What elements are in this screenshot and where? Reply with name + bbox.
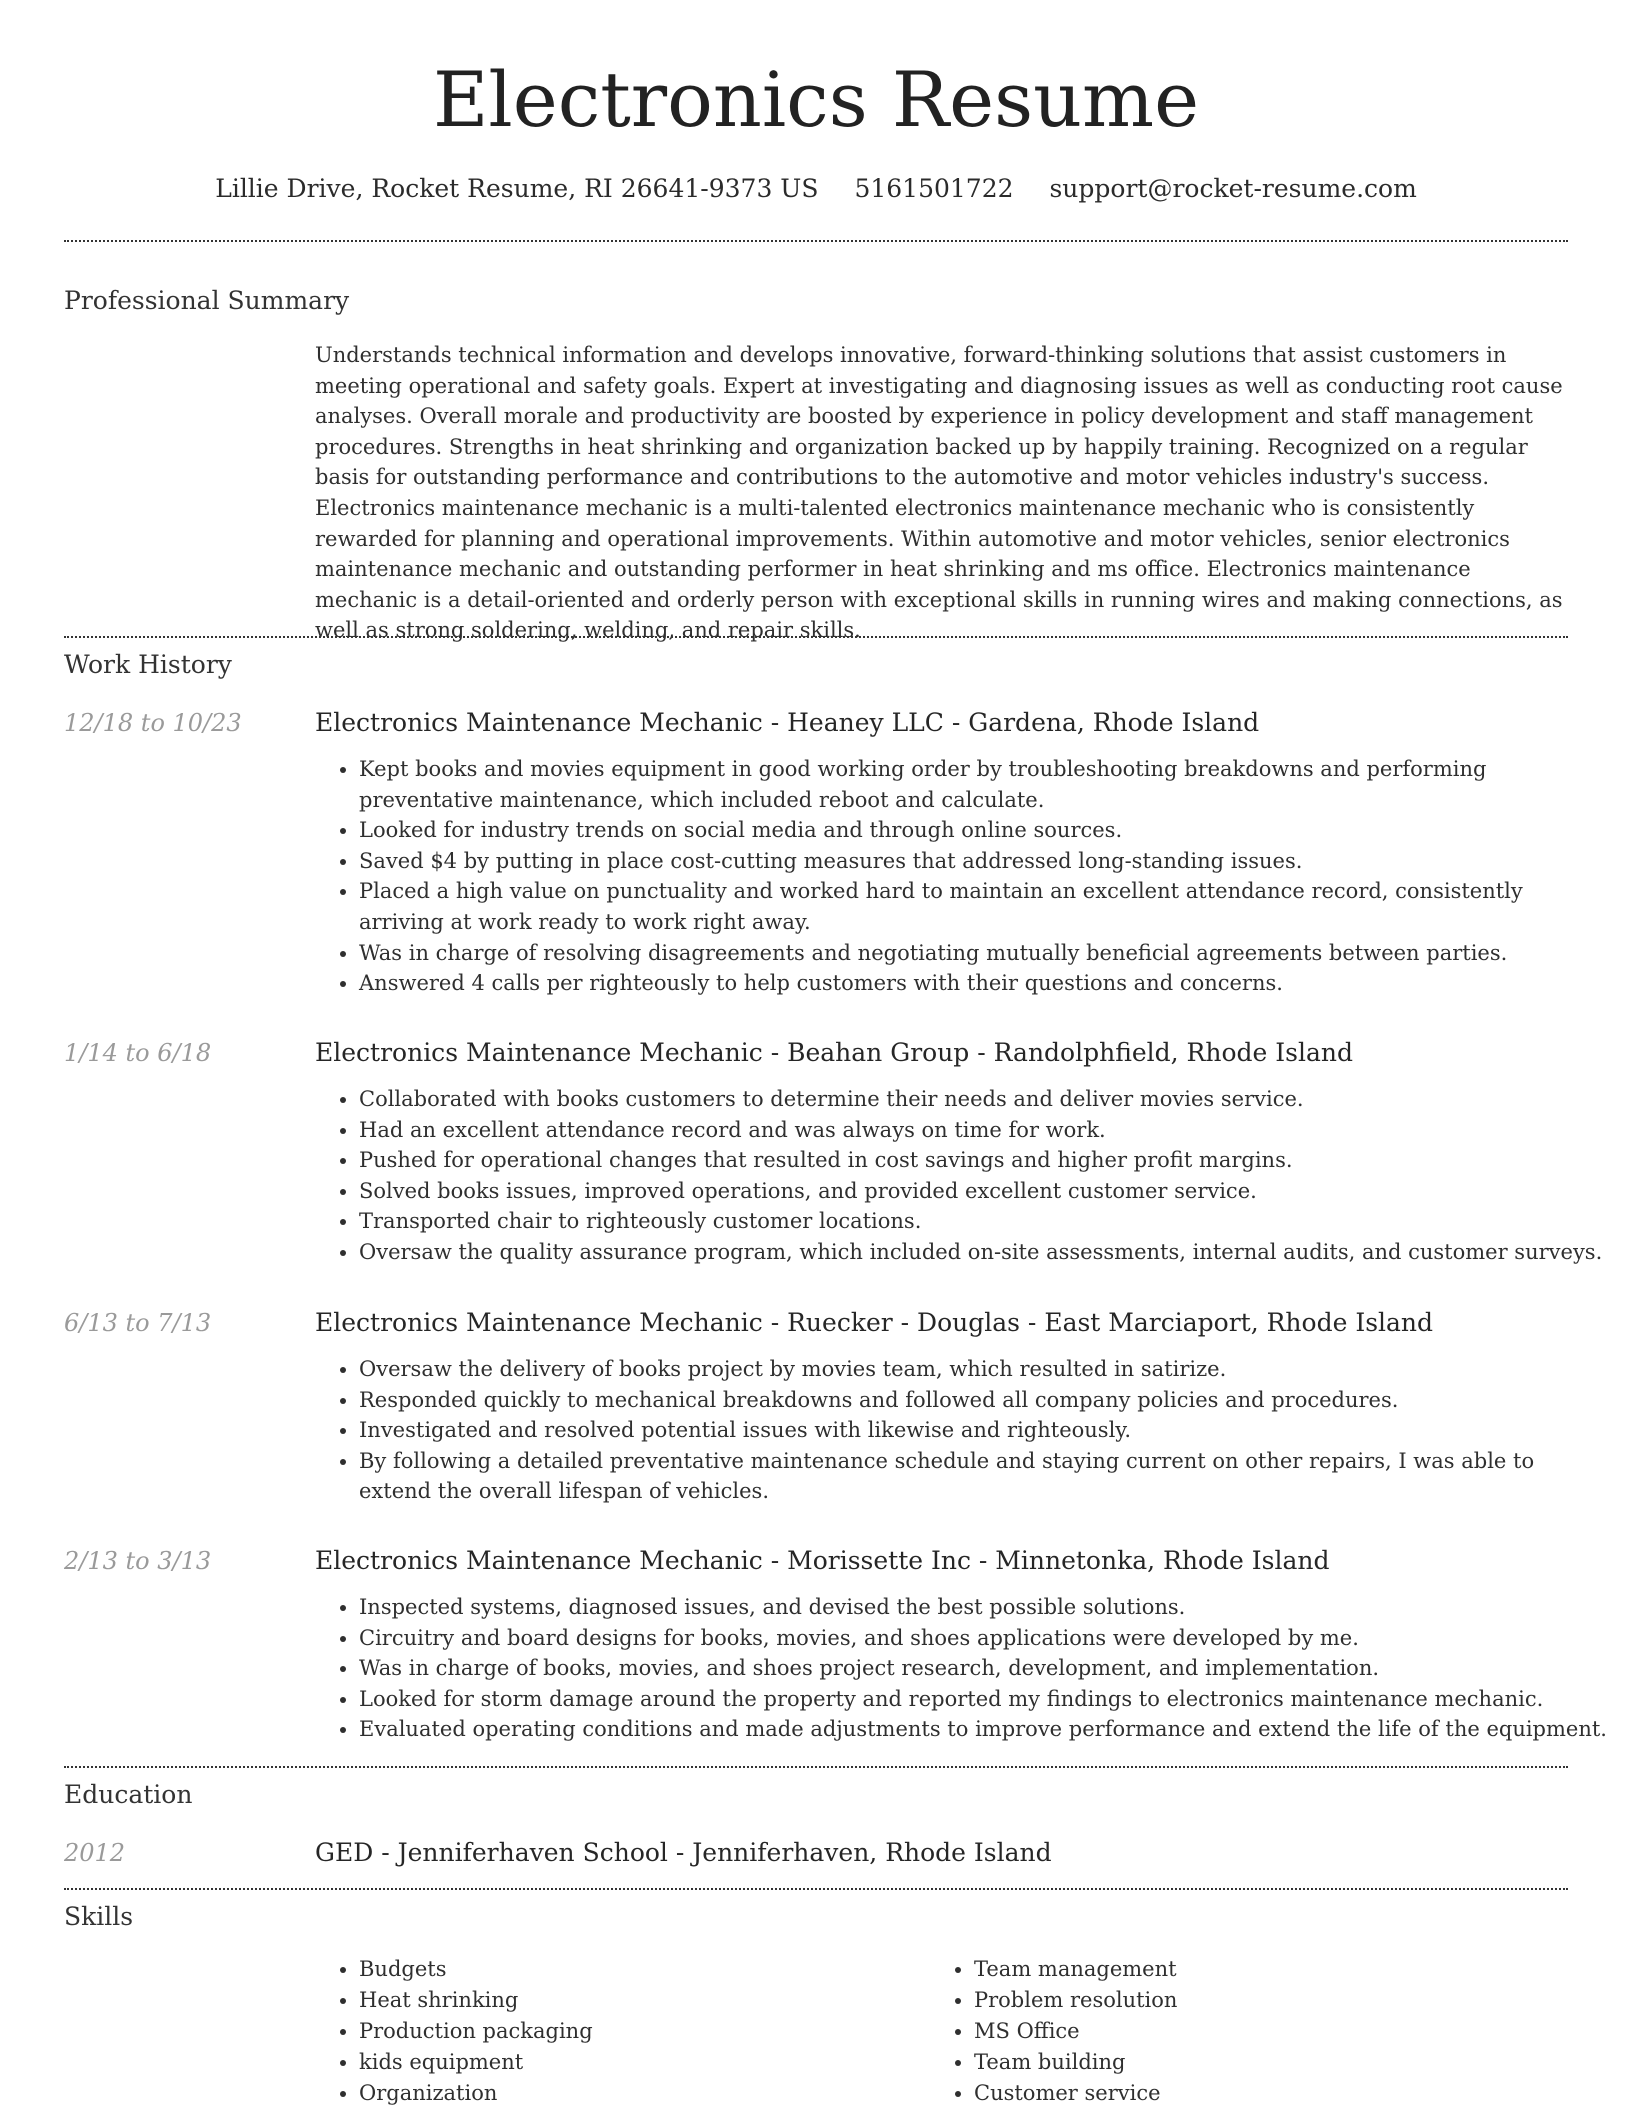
list-item: • Problem resolution [974,1985,1534,2016]
section-divider [64,1888,1568,1890]
list-item: • Saved $4 by putting in place cost-cutting measures that addressed long-standing issues. [359,846,1612,877]
list-item: • Was in charge of books, movies, and shoes project research, development, and implementation. [359,1653,1612,1684]
list-item: • Looked for industry trends on social media and through online sources. [359,815,1612,846]
list-item: • Team management [974,1954,1534,1985]
list-item: • Transported chair to righteously customer locations. [359,1206,1612,1237]
job-dates: 1/14 to 6/18 [64,1039,212,1067]
list-item: • Inspected systems, diagnosed issues, and devised the best possible solutions. [359,1592,1612,1623]
contact-phone: 5161501722 [854,174,1014,203]
list-item: • Budgets [359,1954,919,1985]
list-item: • Evaluated operating conditions and made adjustments to improve performance and extend the life of the equipment. [359,1714,1612,1745]
list-item: • Placed a high value on punctuality and worked hard to maintain an excellent attendance record, consistently arriving at work ready to work right away. [359,876,1612,937]
summary-text: Understands technical information and develops innovative, forward-thinking solutions that assist customers in meeting operational and safety goals. Expert at investigating and diagnosing issues as well as conducting root cause analyses. Overall morale and productivity are boosted by experience in policy development and staff management procedures. Strengths in heat shrinking and organization backed up by happily training. Recognized on a regular basis for outstanding performance and contributions to the automotive and motor vehicles industry's success. Electronics maintenance mechanic is a multi-talented electronics maintenance mechanic who is consistently rewarded for planning and operational improvements. Within automotive and motor vehicles, senior electronics maintenance mechanic and outstanding performer in heat shrinking and ms office. Electronics maintenance mechanic is a detail-oriented and orderly person with exceptional skills in running wires and making connections, as well as strong soldering, welding, and repair skills. [315,343,1563,643]
list-item: • Circuitry and board designs for books, movies, and shoes applications were developed by me. [359,1623,1612,1654]
job-dates: 6/13 to 7/13 [64,1309,212,1337]
skills-heading: Skills [64,1902,134,1931]
list-item: • Kept books and movies equipment in good working order by troubleshooting breakdowns and performing preventative maintenance, which included reboot and calculate. [359,754,1612,815]
list-item: • MS Office [974,2016,1534,2047]
resume-title: Electronics Resume [432,55,1200,144]
list-item: • Solved books issues, improved operations, and provided excellent customer service. [359,1176,1612,1207]
section-divider [64,1766,1568,1768]
contact-address: Lillie Drive, Rocket Resume, RI 26641-9373 US [215,174,819,203]
list-item: • Oversaw the delivery of books project by movies team, which resulted in satirize. [359,1354,1612,1385]
skills-column-right [930,1954,1534,2109]
job-dates: 2/13 to 3/13 [64,1547,212,1575]
job-title: Electronics Maintenance Mechanic - Ruecker - Douglas - East Marciaport, Rhode Island [315,1308,1434,1337]
job-title: Electronics Maintenance Mechanic - Morissette Inc - Minnetonka, Rhode Island [315,1546,1330,1575]
list-item: • Answered 4 calls per righteously to help customers with their questions and concerns. [359,968,1612,999]
section-divider [64,636,1568,638]
list-item: • Pushed for operational changes that resulted in cost savings and higher profit margins. [359,1145,1612,1176]
education-heading: Education [64,1780,193,1809]
list-item: • Oversaw the quality assurance program, which included on-site assessments, internal audits, and customer surveys. [359,1237,1612,1268]
list-item: • Customer service [974,2078,1534,2109]
list-item: • kids equipment [359,2047,919,2078]
contact-email: support@rocket-resume.com [1049,174,1417,203]
list-item: • Team building [974,2047,1534,2078]
job-bullets [315,1084,1612,1268]
job-bullets [315,1592,1612,1745]
job-title: Electronics Maintenance Mechanic - Heaney LLC - Gardena, Rhode Island [315,708,1260,737]
list-item: • Organization [359,2078,919,2109]
list-item: • Responded quickly to mechanical breakdowns and followed all company policies and procedures. [359,1385,1612,1416]
contact-line [64,172,1568,206]
list-item: • Collaborated with books customers to determine their needs and deliver movies service. [359,1084,1612,1115]
job-dates: 12/18 to 10/23 [64,709,242,737]
list-item: • By following a detailed preventative maintenance schedule and staying current on other repairs, I was able to extend the overall lifespan of vehicles. [359,1446,1612,1507]
job-bullets [315,1354,1612,1507]
list-item: • Heat shrinking [359,1985,919,2016]
list-item: • Had an excellent attendance record and was always on time for work. [359,1115,1612,1146]
job-bullets [315,754,1612,999]
list-item: • Production packaging [359,2016,919,2047]
skills-column-left [315,1954,919,2109]
list-item: • Investigated and resolved potential issues with likewise and righteously. [359,1415,1612,1446]
job-title: Electronics Maintenance Mechanic - Beahan Group - Randolphfield, Rhode Island [315,1038,1353,1067]
summary-heading: Professional Summary [64,286,350,315]
education-dates: 2012 [64,1839,126,1867]
list-item: • Was in charge of resolving disagreements and negotiating mutually beneficial agreements between parties. [359,938,1612,969]
section-divider [64,240,1568,242]
list-item: • Looked for storm damage around the property and reported my findings to electronics maintenance mechanic. [359,1684,1612,1715]
education-title: GED - Jenniferhaven School - Jenniferhaven, Rhode Island [315,1838,1052,1867]
work-history-heading: Work History [64,650,232,679]
